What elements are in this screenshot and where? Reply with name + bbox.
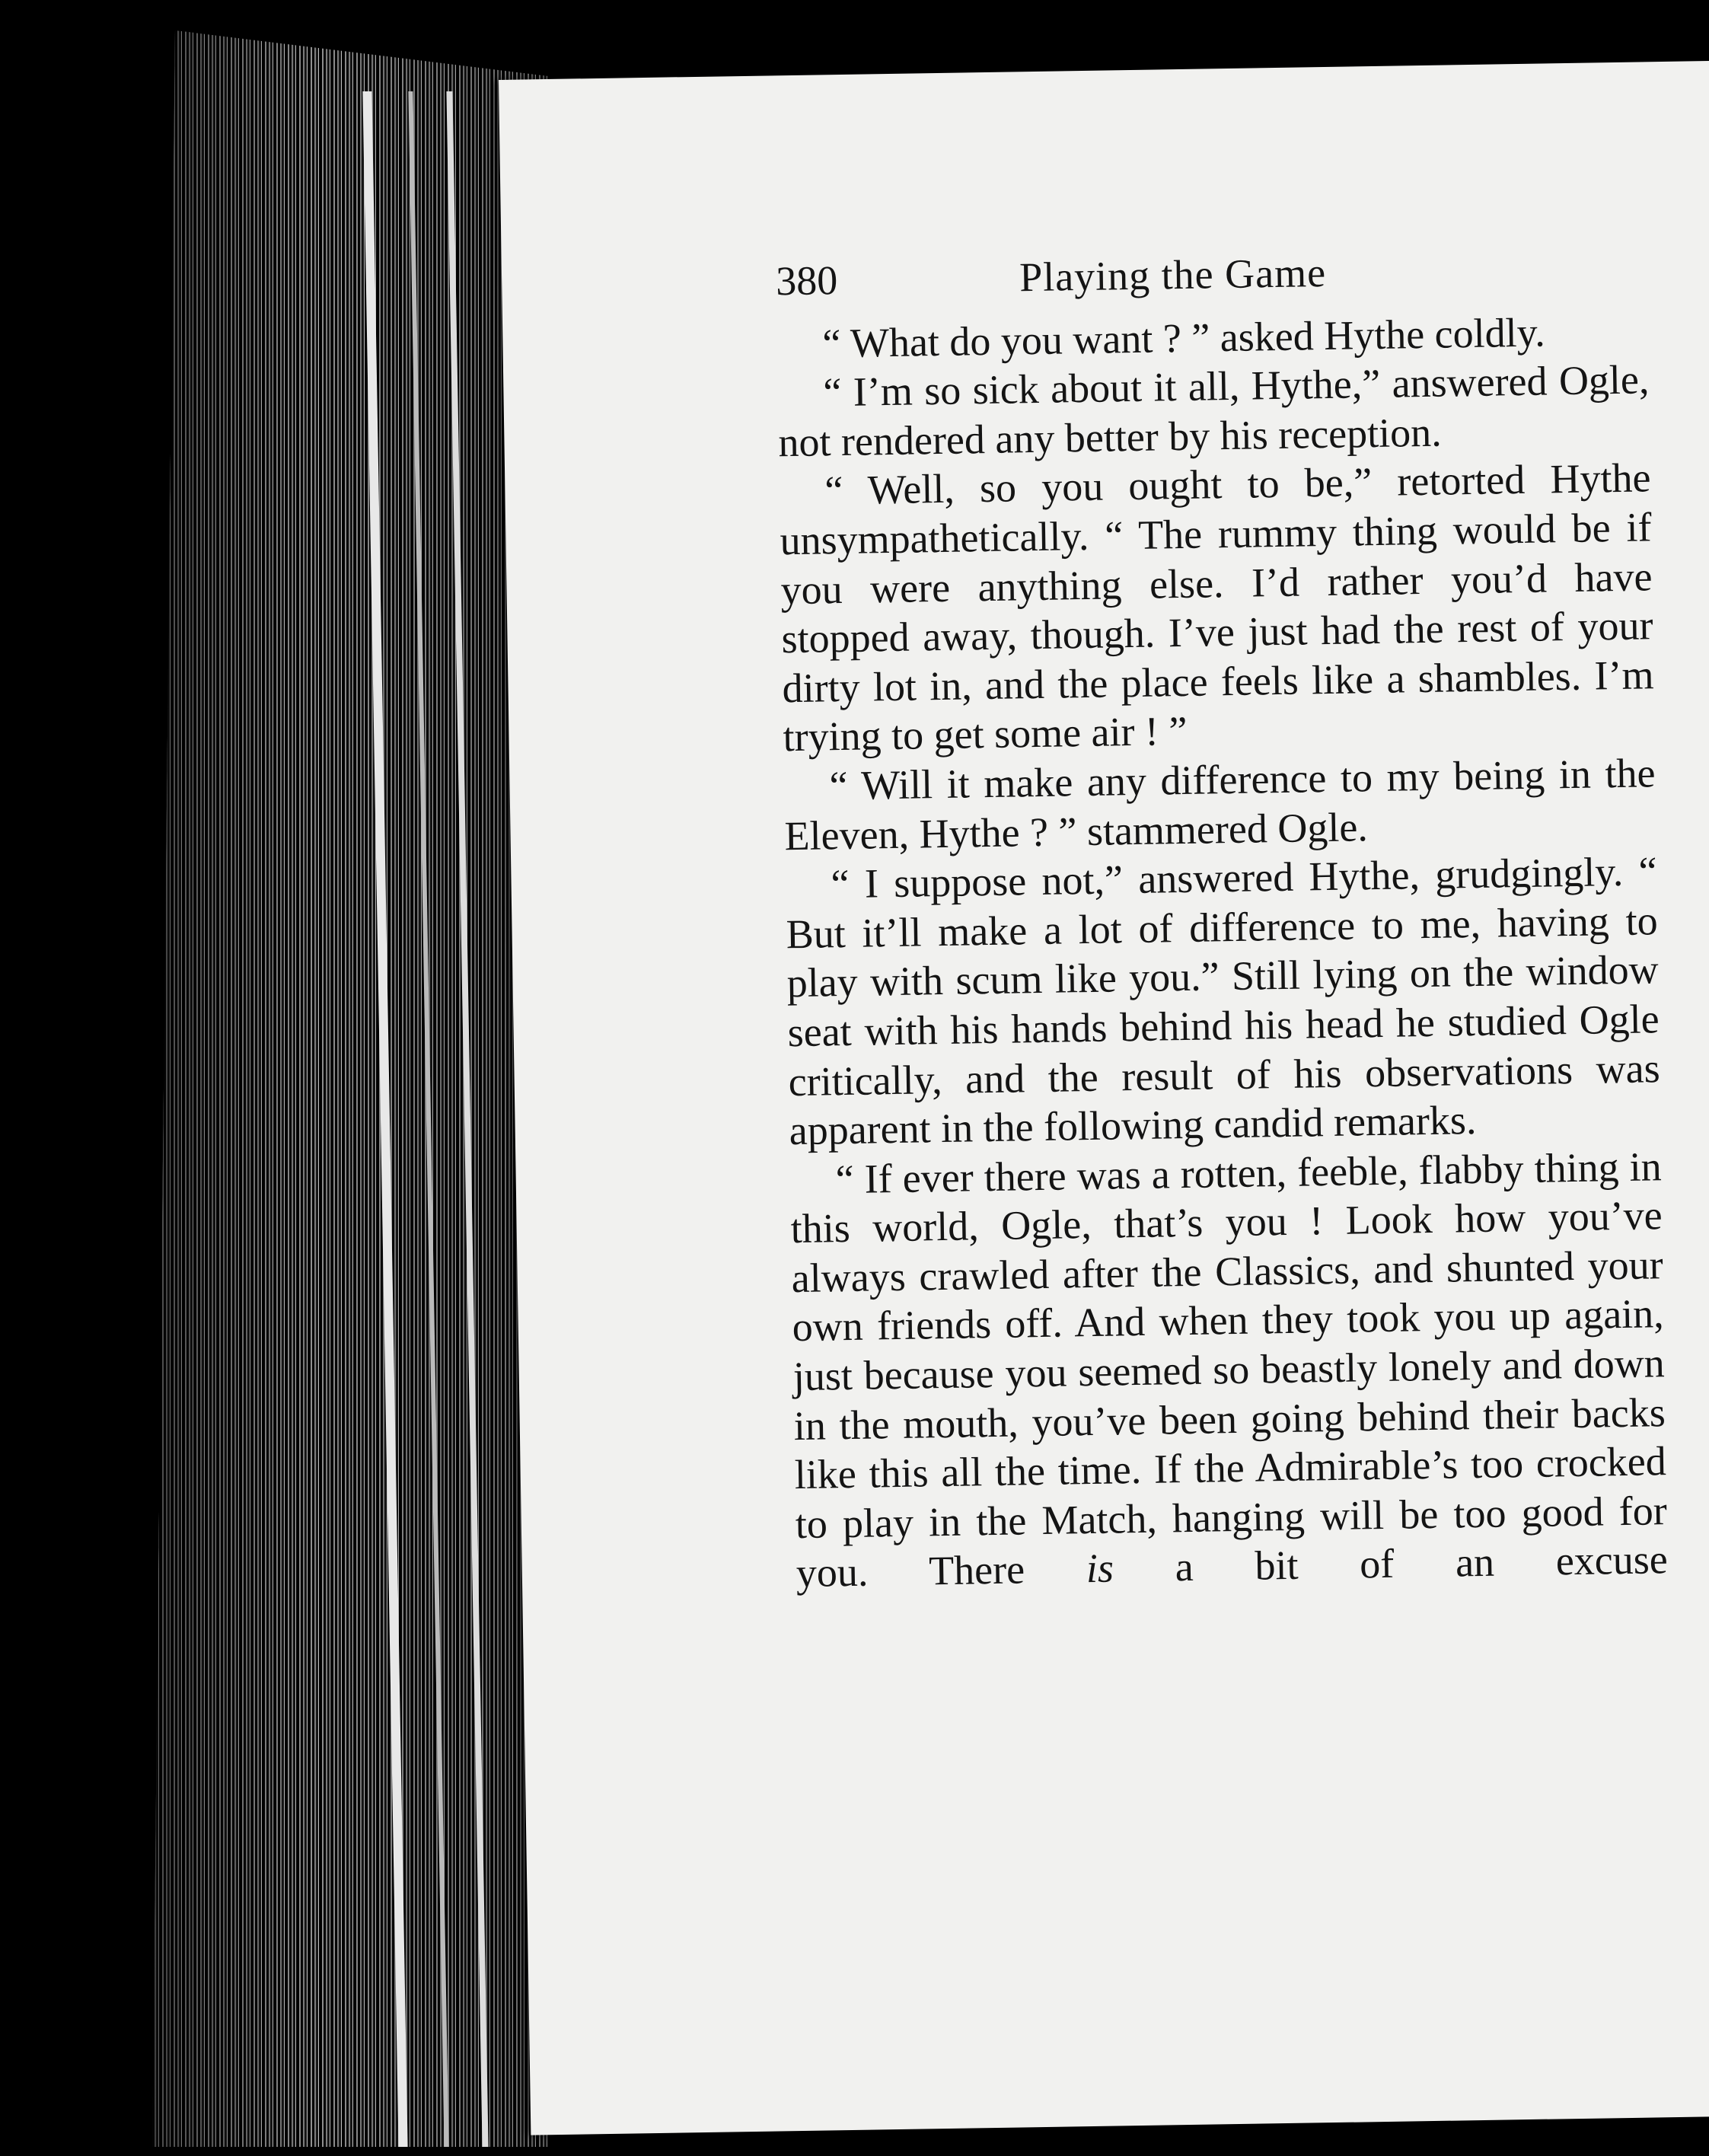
page-text	[776, 243, 1669, 1598]
paragraph-text: a bit of an excuse	[1113, 1536, 1669, 1591]
paragraph: “ I suppose not,” answered Hythe, grudgingly. “ But it’ll make a lot of difference to me, having to play with scum like you.” Still lying on the window seat with his hands behind his head he studied Ogle critically, and the result of his observations was apparent in the following candid remarks.	[786, 848, 1661, 1154]
emphasis-text: is	[1086, 1545, 1114, 1592]
page-number: 380	[775, 257, 838, 305]
running-head	[776, 243, 1648, 306]
paragraph: “ What do you want ? ” asked Hythe coldly.	[822, 309, 1546, 366]
paragraph: “ I’m so sick about it all, Hythe,” answered Ogle, not rendered any better by his reception.	[778, 356, 1650, 466]
paragraph-text: “ If ever there was a rotten, feeble, flabby thing in this world, Ogle, that’s you ! Look how you’ve always crawled after the Classics, and shunted your own friends off. And when they took you up again, just because you seemed so beastly lonely and down in the mouth, you’ve been going behind their backs like this all the time. If the Admirable’s too crocked to play in the Match, hanging will be too good for you. There	[790, 1143, 1668, 1596]
page-title: Playing the Game	[1019, 249, 1327, 301]
paragraph	[789, 1142, 1668, 1598]
book-page	[499, 61, 1709, 2135]
paragraph: “ Well, so you ought to be,” retorted Hythe unsympathetically. “ The rummy thing would be if you were anything else. I’d rather you’d have stopped away, though. I’ve just had the rest of your dirty lot in, and the place feels like a shambles. I’m trying to get some air ! ”	[780, 454, 1654, 761]
page-edges-shadow	[152, 30, 548, 2147]
paragraph: “ Will it make any difference to my being in the Eleven, Hythe ? ” stammered Ogle.	[784, 750, 1656, 859]
